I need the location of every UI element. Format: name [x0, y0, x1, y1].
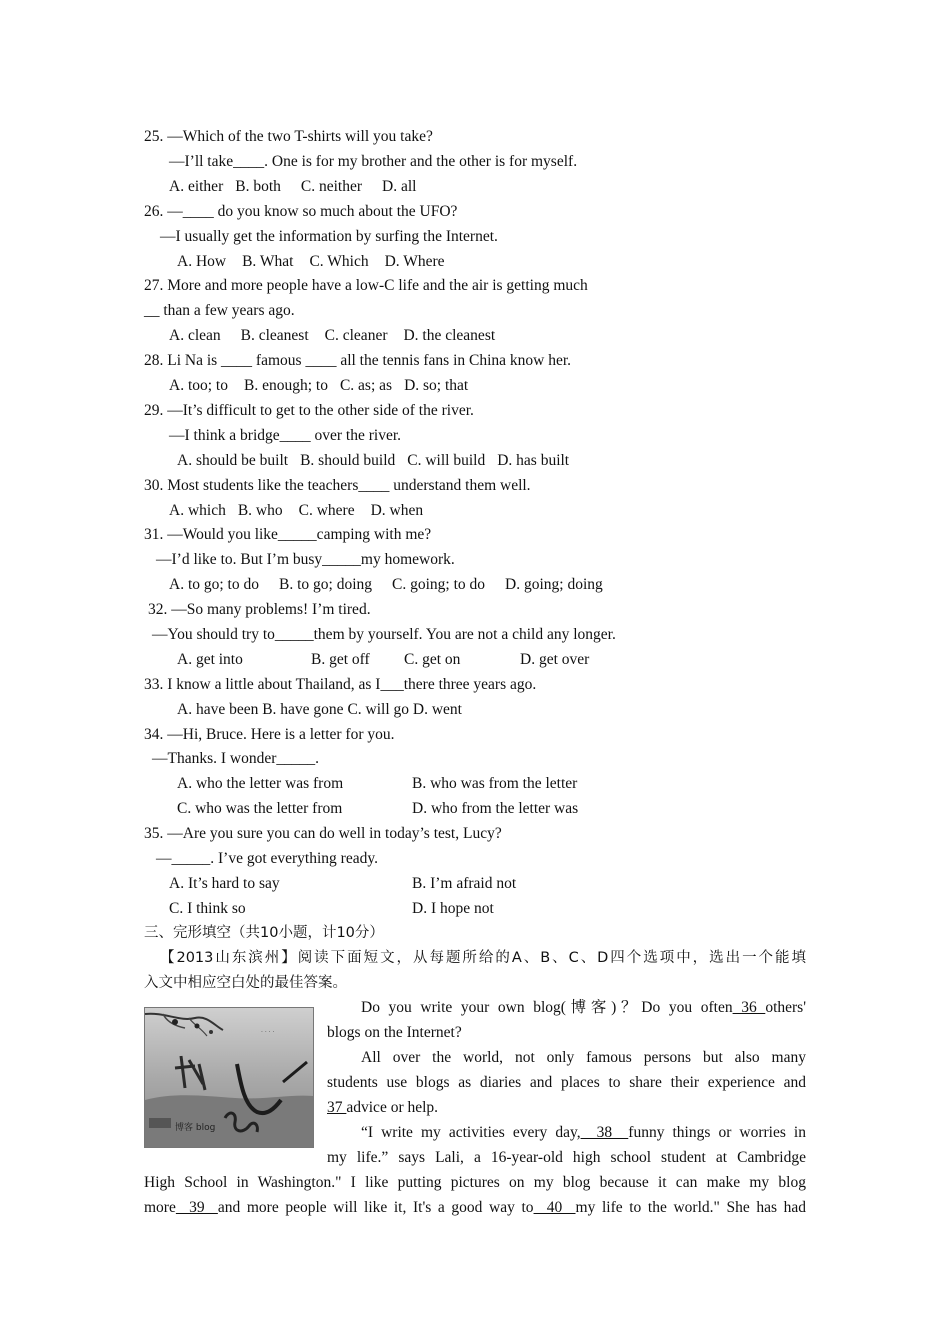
- q29-option-a: A. should be built: [177, 452, 289, 469]
- blog-caption-text: 博客 blog: [175, 1123, 216, 1133]
- q28-options: [169, 376, 468, 396]
- q25-option-a: A. either: [169, 178, 224, 195]
- q25-option-c: C. neither: [300, 178, 363, 195]
- q30-options: [169, 501, 423, 521]
- q25-option-d: D. all: [382, 178, 417, 195]
- q28-option-d: D. so; that: [404, 377, 469, 394]
- q32-reply: —You should try to_____them by yourself. You are not a child any longer.: [152, 626, 616, 643]
- q35-option-a: A. It’s hard to say: [169, 875, 280, 892]
- q31-option-d: D. going; doing: [505, 576, 603, 593]
- svg-text:· · · ·: · · · ·: [261, 1029, 275, 1036]
- q27-stem-cont: __ than a few years ago.: [144, 302, 295, 319]
- q29-option-b: B. should build: [300, 452, 396, 469]
- q26-stem: 26. —____ do you know so much about the UFO?: [144, 203, 458, 220]
- q31-options: [169, 575, 603, 595]
- q35-option-d: D. I hope not: [412, 900, 494, 917]
- passage-line-7: my life.” says Lali, a 16-year-old high school student at Cambridge: [327, 1149, 806, 1166]
- passage-line-5: [327, 1098, 438, 1118]
- q29-options: [177, 451, 569, 471]
- q25-stem: 25. —Which of the two T-shirts will you take?: [144, 128, 433, 145]
- q32-option-a: A. get into: [177, 651, 243, 668]
- q28-option-a: A. too; to: [169, 377, 228, 394]
- q32-stem: 32. —So many problems! I’m tired.: [148, 601, 371, 618]
- q35-option-b: B. I’m afraid not: [412, 875, 517, 892]
- q30-stem: 30. Most students like the teachers____ understand them well.: [144, 477, 531, 494]
- passage-line-3: All over the world, not only famous persons but also many: [361, 1049, 806, 1066]
- q31-reply: —I’d like to. But I’m busy_____my homework.: [156, 551, 455, 568]
- q30-option-a: A. which: [169, 502, 226, 519]
- q34-stem: 34. —Hi, Bruce. Here is a letter for you.: [144, 726, 395, 743]
- passage-text: Do you write your own blog(博客)？Do you often: [361, 999, 733, 1016]
- q29-stem: 29. —It’s difficult to get to the other side of the river.: [144, 402, 474, 419]
- passage-line-1: [361, 998, 806, 1018]
- passage-text: my life to the world." She has had: [575, 1199, 807, 1216]
- q26-option-a: A. How: [177, 253, 227, 270]
- passage-text: and more people will like it, It's a good way to: [217, 1199, 534, 1216]
- q30-option-d: D. when: [370, 502, 424, 519]
- q27-option-b: B. cleanest: [240, 327, 309, 344]
- q28-stem: 28. Li Na is ____ famous ____ all the tennis fans in China know her.: [144, 352, 572, 369]
- blank-36: 36: [732, 999, 766, 1016]
- q29-reply: —I think a bridge____ over the river.: [169, 427, 402, 444]
- section-instructions-cont: 入文中相应空白处的最佳答案。: [144, 975, 347, 991]
- q35-stem: 35. —Are you sure you can do well in today’s test, Lucy?: [144, 825, 502, 842]
- blog-illustration: [144, 1007, 314, 1148]
- passage-line-2: blogs on the Internet?: [327, 1024, 462, 1041]
- q34-reply: —Thanks. I wonder_____.: [152, 750, 320, 767]
- passage-line-8: High School in Washington." I like putting pictures on my blog because it can make my blog: [144, 1174, 806, 1191]
- passage-line-6: [361, 1123, 806, 1143]
- q27-option-c: C. cleaner: [324, 327, 388, 344]
- q26-options: [177, 252, 445, 272]
- q26-option-d: D. Where: [384, 253, 445, 270]
- passage-text: funny things or worries in: [628, 1124, 806, 1141]
- q31-option-a: A. to go; to do: [169, 576, 259, 593]
- blank-37: 37: [327, 1099, 347, 1116]
- blog-drawing-image: [145, 1008, 313, 1147]
- blank-38: 38: [580, 1124, 629, 1141]
- passage-text: others': [765, 999, 806, 1016]
- passage-text: more: [144, 1199, 176, 1216]
- passage-text: “I write my activities every day,: [361, 1124, 581, 1141]
- blank-39: 39: [175, 1199, 218, 1216]
- q34-option-d: D. who from the letter was: [412, 800, 579, 817]
- q34-option-a: A. who the letter was from: [177, 775, 344, 792]
- section-heading: 三、完形填空（共10小题，计10分）: [144, 925, 384, 941]
- section-instructions: 【2013山东滨州】阅读下面短文，从每题所给的A、B、C、D四个选项中，选出一个能填: [160, 950, 806, 966]
- q32-option-d: D. get over: [520, 651, 590, 668]
- q31-option-c: C. going; to do: [392, 576, 486, 593]
- q26-option-c: C. Which: [309, 253, 369, 270]
- q31-option-b: B. to go; doing: [279, 576, 373, 593]
- q31-stem: 31. —Would you like_____camping with me?: [144, 526, 432, 543]
- q28-option-b: B. enough; to: [244, 377, 328, 394]
- q34-option-b: B. who was from the letter: [412, 775, 578, 792]
- q32-option-c: C. get on: [404, 651, 461, 668]
- q25-reply: —I’ll take____. One is for my brother and the other is for myself.: [169, 153, 578, 170]
- q25-options: [169, 177, 416, 197]
- q27-option-a: A. clean: [169, 327, 221, 344]
- passage-text: advice or help.: [346, 1099, 439, 1116]
- q35-option-c: C. I think so: [169, 900, 246, 917]
- blank-40: 40: [533, 1199, 576, 1216]
- q34-option-c: C. who was the letter from: [177, 800, 343, 817]
- q35-reply: —_____. I’ve got everything ready.: [156, 850, 378, 867]
- q25-option-b: B. both: [235, 178, 281, 195]
- q32-options: [177, 650, 589, 670]
- q32-option-b: B. get off: [311, 651, 370, 668]
- q33-options: A. have been B. have gone C. will go D. went: [177, 701, 462, 718]
- q30-option-c: C. where: [298, 502, 355, 519]
- q27-stem: 27. More and more people have a low-C life and the air is getting much: [144, 277, 588, 294]
- q33-stem: 33. I know a little about Thailand, as I___there three years ago.: [144, 676, 537, 693]
- passage-line-4: students use blogs as diaries and places to share their experience and: [327, 1074, 806, 1091]
- q29-option-c: C. will build: [407, 452, 486, 469]
- q27-options: [169, 326, 495, 346]
- q28-option-c: C. as; as: [339, 377, 393, 394]
- passage-line-9: [144, 1198, 806, 1218]
- q27-option-d: D. the cleanest: [403, 327, 496, 344]
- q29-option-d: D. has built: [497, 452, 570, 469]
- q26-reply: —I usually get the information by surfing the Internet.: [160, 228, 498, 245]
- q26-option-b: B. What: [242, 253, 294, 270]
- q30-option-b: B. who: [237, 502, 283, 519]
